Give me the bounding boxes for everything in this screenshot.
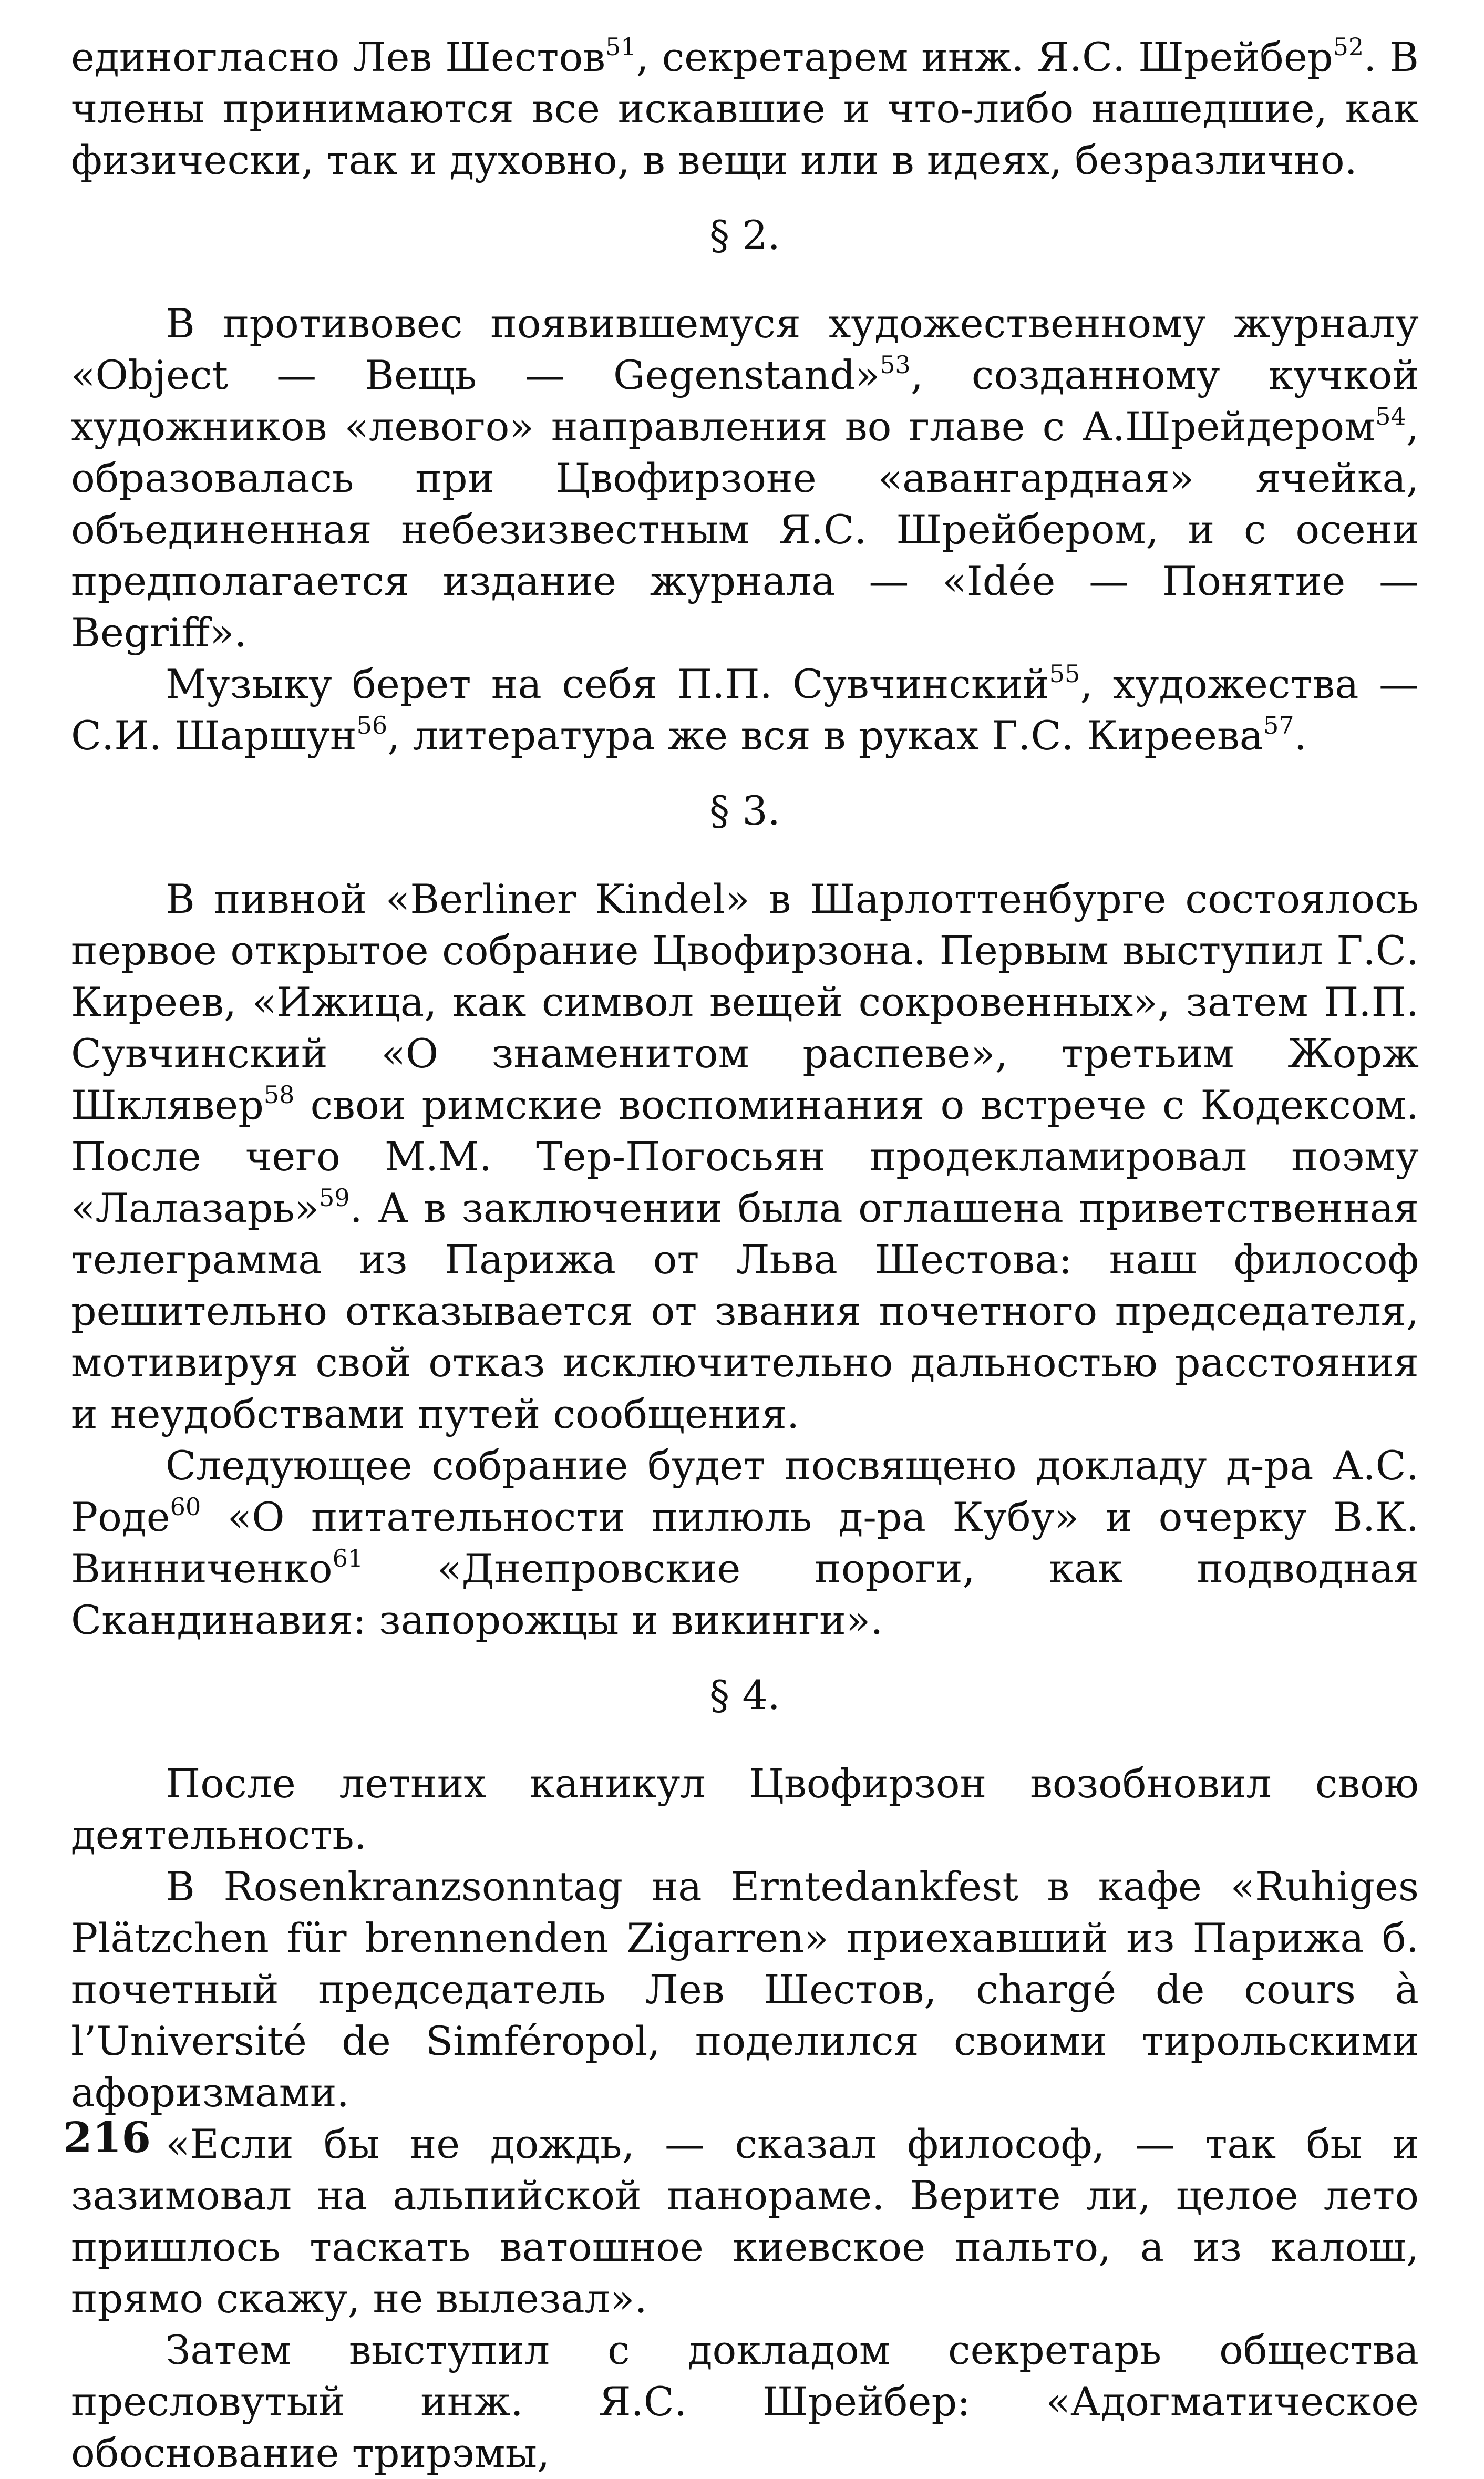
footnote-ref: 61 [332, 1544, 364, 1572]
text-run: . [1294, 712, 1307, 759]
footnote-ref: 52 [1333, 33, 1364, 61]
text-run: «О питательности пилюль д-ра Кубу» и очерку В.К. Винниченко [71, 1494, 1419, 1592]
section2-paragraph-1 [71, 298, 1419, 659]
footnote-ref: 55 [1049, 660, 1080, 688]
footnote-ref: 51 [605, 33, 636, 61]
text-run: , художества — С.И. Шаршун [71, 661, 1419, 759]
opening-paragraph [71, 32, 1419, 186]
section3-paragraph-2 [71, 1440, 1419, 1646]
section4-paragraph-4: Затем выступил с докладом секретарь общества пресловутый инж. Я.С. Шрейбер: «Адогматическое обоснование трирэмы, [71, 2327, 1419, 2476]
footnote-ref: 53 [880, 351, 911, 379]
page-number: 216 [63, 2113, 151, 2162]
section3-paragraph-1 [71, 873, 1419, 1440]
section-heading-4: § 4. [709, 1672, 780, 1719]
section4-paragraph-3: «Если бы не дождь, — сказал философ, — так бы и зазимовал на альпийской панораме. Верите ли, целое лето пришлось таскать ватошное киевское пальто, а из калош, прямо скажу, не вылезал». [71, 2121, 1419, 2322]
section-heading-3: § 3. [709, 787, 780, 834]
text-run: единогласно Лев Шестов [71, 34, 605, 80]
text-run: В пивной «Berliner Kindel» в Шарлоттенбурге состоялось первое открытое собрание Цвофирзона. Первым выступил Г.С. Киреев, «Ижица, как символ вещей сокровенных», затем П.П. Сувчинский «О знаменитом распеве», третьим Жорж Шклявер [71, 876, 1419, 1128]
text-run: Следующее собрание будет посвящено докладу д-ра А.С. Роде [71, 1442, 1419, 1540]
text-run: . А в заключении была оглашена приветственная телеграмма из Парижа от Льва Шестова: наш философ решительно отказывается от звания почетного председателя, мотивируя свой отказ исключительно дальностью расстояния и неудобствами путей сообщения. [71, 1185, 1419, 1437]
footnote-ref: 57 [1263, 711, 1294, 739]
footnote-ref: 60 [170, 1493, 201, 1521]
footnote-ref: 56 [356, 711, 388, 739]
footnote-ref: 59 [319, 1184, 350, 1212]
text-run: Музыку берет на себя П.П. Сувчинский [166, 661, 1049, 707]
footnote-ref: 54 [1375, 402, 1406, 430]
section4-paragraph-2: В Rosenkranzsonntag на Erntedankfest в кафе «Ruhiges Plätzchen für brennenden Zigarren» приехавший из Парижа б. почетный председатель Лев Шестов, chargé de cours à l’Université de Simféropol, поделился своими тирольскими афоризмами. [71, 1863, 1419, 2116]
text-run: , образовалась при Цвофирзоне «авангардная» ячейка, объединенная небезизвестным Я.С. Шрейбером, и с осени предполагается издание журнала — «Idée — Понятие — Begriff». [71, 403, 1419, 656]
text-run: «Днепровские пороги, как подводная Скандинавия: запорожцы и викинги». [71, 1545, 1419, 1643]
text-body [71, 32, 1419, 2479]
footnote-ref: 58 [263, 1081, 295, 1109]
text-run: , секретарем инж. Я.С. Шрейбер [636, 34, 1333, 80]
text-run: свои римские воспоминания о встрече с Кодексом. После чего М.М. Тер-Погосьян продекламировал поэму «Лалазарь» [71, 1082, 1419, 1231]
text-run: , литература же вся в руках Г.С. Киреева [387, 712, 1264, 759]
section2-paragraph-2 [71, 659, 1419, 762]
text-run: . В члены принимаются все искавшие и что-либо нашедшие, как физически, так и духовно, в вещи или в идеях, безразлично. [71, 34, 1419, 183]
section-heading-2: § 2. [709, 212, 780, 259]
section4-paragraph-1: После летних каникул Цвофирзон возобновил свою деятельность. [71, 1760, 1419, 1858]
text-run: В противовес появившемуся художественному журналу «Object — Вещь — Gegenstand» [71, 300, 1419, 398]
text-run: , созданному кучкой художников «левого» направления во главе с А.Шрейдером [71, 352, 1419, 450]
